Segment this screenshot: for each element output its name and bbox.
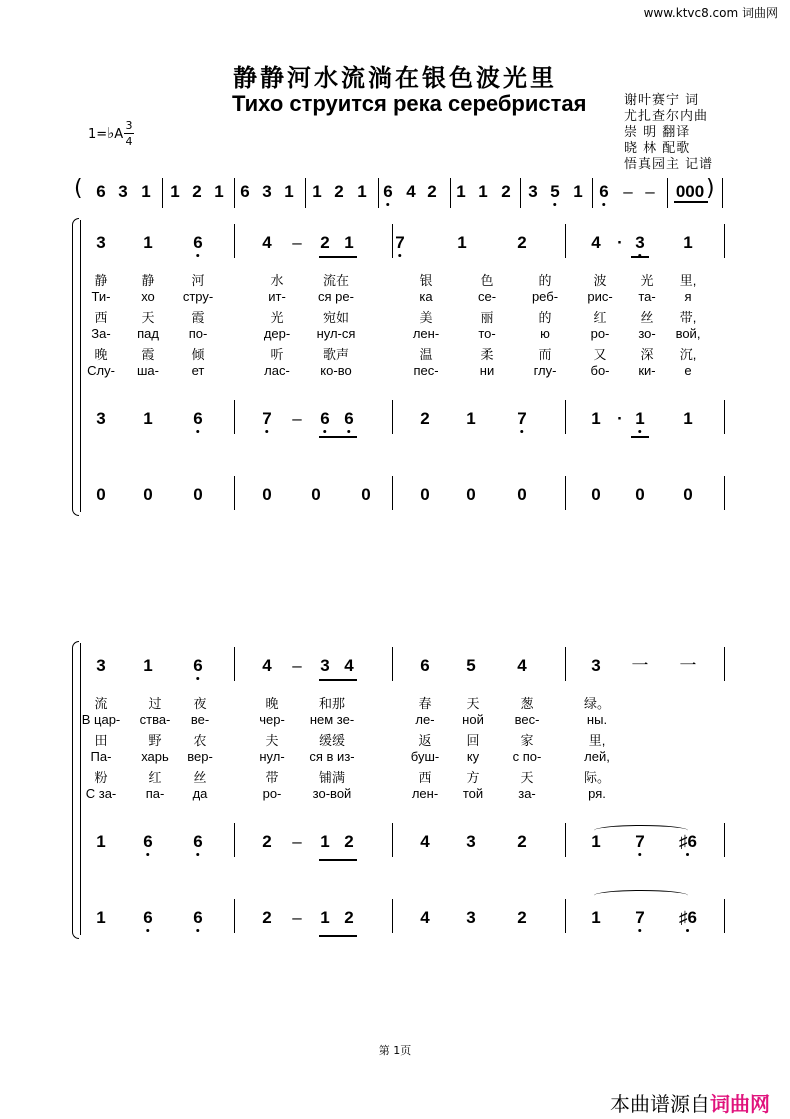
lyric-syllable: 的: [538, 273, 552, 288]
note: 7: [262, 409, 272, 428]
barline: [234, 823, 235, 857]
note: 1: [344, 233, 354, 252]
note: –: [292, 908, 302, 927]
note: 6: [193, 908, 203, 927]
note: 6: [383, 182, 393, 201]
lyric-syllable: ства-: [139, 711, 171, 727]
note: –: [292, 409, 302, 428]
barline: [392, 476, 393, 510]
system-bracket: [72, 641, 79, 939]
note: 2: [344, 908, 354, 927]
lyric-syllable: 又: [593, 347, 607, 362]
note: 3: [262, 182, 272, 201]
lyric-syllable: С за-: [85, 785, 117, 801]
barline: [724, 476, 725, 510]
lyric-syllable: ря.: [588, 785, 606, 801]
note: 1: [284, 182, 294, 201]
lyric-syllable: 而: [538, 347, 552, 362]
lyric-syllable: 银: [419, 273, 433, 288]
lyric-syllable: ны.: [586, 711, 608, 727]
lyric-syllable: ю: [540, 325, 550, 341]
lyric-syllable: то-: [478, 325, 496, 341]
lyric-syllable: 过: [148, 696, 162, 711]
note: 2: [262, 832, 272, 851]
lyric-syllable: дер-: [263, 325, 291, 341]
note: 6: [96, 182, 106, 201]
lyric-syllable: лен-: [411, 785, 439, 801]
note: 1: [143, 409, 153, 428]
lyric-syllable: 深: [640, 347, 654, 362]
barline: [80, 643, 81, 935]
note: 3: [635, 233, 645, 252]
beam-underline: [319, 436, 357, 438]
note: 6: [143, 832, 153, 851]
barline: [724, 224, 725, 258]
lyric-syllable: 带,: [679, 310, 697, 325]
barline: [305, 178, 306, 208]
note: 一: [679, 656, 697, 675]
lyric-syllable: ки-: [638, 362, 656, 378]
barline: [234, 899, 235, 933]
lyric-syllable: 里,: [679, 273, 697, 288]
note: 2: [517, 832, 527, 851]
lyric-syllable: 西: [94, 310, 108, 325]
lyric-syllable: 夜: [193, 696, 207, 711]
lyric-syllable: за-: [518, 785, 536, 801]
note: 0: [635, 485, 645, 504]
lyric-syllable: 际。: [583, 770, 611, 785]
note: 4: [344, 656, 354, 675]
note: 2: [427, 182, 437, 201]
lyric-syllable: 听: [270, 347, 284, 362]
tie-slur: [594, 825, 688, 836]
barline: [234, 224, 235, 258]
note: 2: [420, 409, 430, 428]
barline: [234, 400, 235, 434]
tie-slur: [594, 890, 688, 901]
lyric-syllable: 光: [640, 273, 654, 288]
lyric-syllable: 红: [593, 310, 607, 325]
lyric-syllable: ша-: [137, 362, 159, 378]
note: 5: [466, 656, 476, 675]
note: 6: [193, 233, 203, 252]
note: 1: [456, 182, 466, 201]
lyric-syllable: 美: [419, 310, 433, 325]
lyric-syllable: с по-: [512, 748, 542, 764]
lyric-syllable: 色: [480, 273, 494, 288]
barline: [392, 647, 393, 681]
note: 3: [96, 656, 106, 675]
note: ·: [617, 233, 623, 252]
note: 2: [192, 182, 202, 201]
note: 6: [143, 908, 153, 927]
note: 4: [591, 233, 601, 252]
title-chinese: 静静河水流淌在银色波光里: [233, 63, 557, 92]
open-paren: (: [74, 176, 83, 201]
note: 1: [591, 832, 601, 851]
lyric-syllable: бо-: [590, 362, 610, 378]
beam-underline: [319, 679, 357, 681]
barline: [565, 823, 566, 857]
lyric-syllable: 流在: [322, 273, 350, 288]
lyric-syllable: хо: [141, 288, 155, 304]
beam-underline: [319, 256, 357, 258]
lyric-syllable: лей,: [584, 748, 610, 764]
lyric-syllable: 缓缓: [318, 733, 346, 748]
barline: [162, 178, 163, 208]
note: 3: [466, 908, 476, 927]
note: 2: [344, 832, 354, 851]
note: 2: [334, 182, 344, 201]
lyric-syllable: 柔: [480, 347, 494, 362]
lyric-syllable: ся в из-: [309, 748, 355, 764]
note: 0: [193, 485, 203, 504]
lyric-syllable: харь: [141, 748, 169, 764]
source-brand[interactable]: 词曲网: [710, 1092, 770, 1116]
lyric-syllable: пес-: [413, 362, 439, 378]
note: 3: [591, 656, 601, 675]
lyric-syllable: 天: [141, 310, 155, 325]
lyric-syllable: 晚: [94, 347, 108, 362]
barline: [80, 220, 81, 512]
lyric-syllable: нем зе-: [309, 711, 355, 727]
beam-underline: [319, 935, 357, 937]
barline: [392, 400, 393, 434]
lyric-syllable: 霞: [141, 347, 155, 362]
note: 7: [635, 908, 645, 927]
note: 2: [262, 908, 272, 927]
barline: [392, 224, 393, 258]
lyric-syllable: 霞: [191, 310, 205, 325]
note: 1: [457, 233, 467, 252]
note: –: [292, 233, 302, 252]
lyric-syllable: 歌声: [322, 347, 350, 362]
time-denominator: 4: [125, 135, 133, 148]
beam-underline: [674, 201, 708, 203]
note: 6: [193, 409, 203, 428]
lyric-syllable: 粉: [94, 770, 108, 785]
lyric-syllable: 沉,: [679, 347, 697, 362]
note: –: [292, 832, 302, 851]
note: 1: [466, 409, 476, 428]
note: ♯6: [679, 832, 697, 851]
lyric-syllable: 红: [148, 770, 162, 785]
beam-underline: [631, 256, 649, 258]
barline: [565, 400, 566, 434]
lyric-syllable: 返: [418, 733, 432, 748]
lyric-syllable: вес-: [514, 711, 540, 727]
lyric-syllable: 水: [270, 273, 284, 288]
lyric-syllable: В цар-: [81, 711, 121, 727]
lyric-syllable: 温: [419, 347, 433, 362]
note: 1: [96, 832, 106, 851]
note: ·: [617, 409, 623, 428]
note: –: [623, 182, 633, 201]
lyric-syllable: по-: [188, 325, 208, 341]
lyric-syllable: 丽: [480, 310, 494, 325]
key-note: A: [114, 127, 124, 142]
lyric-syllable: 铺满: [318, 770, 346, 785]
lyric-syllable: 和那: [318, 696, 346, 711]
lyric-syllable: зо-вой: [312, 785, 352, 801]
barline: [234, 476, 235, 510]
note: 0: [262, 485, 272, 504]
barline: [378, 178, 379, 208]
note: 1: [357, 182, 367, 201]
note: 7: [517, 409, 527, 428]
lyric-syllable: 绿。: [583, 696, 611, 711]
lyric-syllable: 野: [148, 733, 162, 748]
title-russian: Тихо струится река серебристая: [232, 91, 587, 116]
lyric-syllable: 丝: [640, 310, 654, 325]
note: 1: [141, 182, 151, 201]
lyric-syllable: ве-: [190, 711, 210, 727]
barline: [565, 647, 566, 681]
source-credit: [610, 1088, 770, 1117]
lyric-syllable: ко-во: [320, 362, 352, 378]
flat-sign: ♭: [107, 124, 115, 142]
note: 000: [675, 182, 705, 201]
lyric-syllable: ся ре-: [318, 288, 354, 304]
lyric-syllable: ной: [462, 711, 484, 727]
note: 1: [312, 182, 322, 201]
note: 1: [320, 908, 330, 927]
source-prefix: 本曲谱源自: [610, 1092, 710, 1116]
note: 3: [466, 832, 476, 851]
lyric-syllable: пад: [137, 325, 159, 341]
lyric-syllable: 河: [191, 273, 205, 288]
key-signature: [88, 124, 123, 142]
note: 0: [591, 485, 601, 504]
barline: [234, 647, 235, 681]
barline: [450, 178, 451, 208]
note: 7: [395, 233, 405, 252]
time-signature: [124, 118, 134, 149]
barline: [565, 224, 566, 258]
lyric-syllable: ку: [466, 748, 480, 764]
lyric-syllable: Слу-: [87, 362, 115, 378]
note: 4: [262, 233, 272, 252]
lyric-syllable: 农: [193, 733, 207, 748]
barline: [724, 400, 725, 434]
note: 4: [517, 656, 527, 675]
note: 4: [420, 908, 430, 927]
lyric-syllable: 家: [520, 733, 534, 748]
note: 0: [96, 485, 106, 504]
credits: [624, 93, 713, 173]
lyric-syllable: 天: [466, 696, 480, 711]
lyric-syllable: та-: [638, 288, 656, 304]
note: 1: [170, 182, 180, 201]
close-paren: ): [706, 176, 715, 201]
lyric-syllable: 夫: [265, 733, 279, 748]
credit-transcriber: 悟真园主 记谱: [624, 157, 714, 172]
note: 0: [466, 485, 476, 504]
lyric-syllable: чер-: [259, 711, 285, 727]
lyric-syllable: стру-: [182, 288, 214, 304]
lyric-syllable: ет: [191, 362, 205, 378]
lyric-syllable: 丝: [193, 770, 207, 785]
beam-underline: [631, 436, 649, 438]
barline: [520, 178, 521, 208]
note: –: [645, 182, 655, 201]
barline: [592, 178, 593, 208]
note: 3: [528, 182, 538, 201]
note: 6: [599, 182, 609, 201]
note: 0: [420, 485, 430, 504]
lyric-syllable: 倾: [191, 347, 205, 362]
lyric-syllable: нул-ся: [316, 325, 356, 341]
lyric-syllable: буш-: [410, 748, 440, 764]
note: 6: [193, 832, 203, 851]
lyric-syllable: 方: [466, 770, 480, 785]
lyric-syllable: 的: [538, 310, 552, 325]
lyric-syllable: 天: [520, 770, 534, 785]
lyric-syllable: реб-: [531, 288, 559, 304]
lyric-syllable: ро-: [262, 785, 282, 801]
lyric-syllable: 葱: [520, 696, 534, 711]
barline: [722, 178, 723, 208]
key-prefix: 1=: [88, 127, 108, 142]
system-bracket: [72, 218, 79, 516]
lyric-syllable: е: [684, 362, 692, 378]
site-watermark[interactable]: www.ktvc8.com 词曲网: [643, 6, 778, 20]
lyric-syllable: 静: [141, 273, 155, 288]
credit-lyricist: 谢叶赛宁 词: [624, 93, 700, 108]
note: 1: [591, 409, 601, 428]
note: ♯6: [679, 908, 697, 927]
lyric-syllable: 西: [418, 770, 432, 785]
note: 1: [143, 656, 153, 675]
lyric-syllable: ле-: [415, 711, 435, 727]
note: 0: [517, 485, 527, 504]
note: 1: [683, 409, 693, 428]
note: 6: [320, 409, 330, 428]
lyric-syllable: ит-: [268, 288, 286, 304]
note: 3: [118, 182, 128, 201]
lyric-syllable: нул-: [259, 748, 285, 764]
barline: [565, 899, 566, 933]
note: 一: [631, 656, 649, 675]
note: 4: [420, 832, 430, 851]
beam-underline: [319, 859, 357, 861]
lyric-syllable: ро-: [590, 325, 610, 341]
note: 3: [96, 233, 106, 252]
lyric-syllable: се-: [477, 288, 497, 304]
note: 7: [635, 832, 645, 851]
page-number: 第 1页: [378, 1044, 412, 1057]
lyric-syllable: 流: [94, 696, 108, 711]
lyric-syllable: 光: [270, 310, 284, 325]
note: 2: [517, 908, 527, 927]
note: 1: [573, 182, 583, 201]
credit-arranger: 晓 林 配歌: [624, 141, 691, 156]
lyric-syllable: я: [684, 288, 692, 304]
lyric-syllable: 春: [418, 696, 432, 711]
credit-translator: 崇 明 翻译: [624, 125, 691, 140]
lyric-syllable: Па-: [90, 748, 112, 764]
barline: [724, 823, 725, 857]
note: 1: [143, 233, 153, 252]
barline: [724, 647, 725, 681]
barline: [392, 823, 393, 857]
lyric-syllable: па-: [145, 785, 165, 801]
time-numerator: 3: [125, 119, 133, 132]
note: 6: [193, 656, 203, 675]
lyric-syllable: Ти-: [91, 288, 111, 304]
lyric-syllable: вер-: [187, 748, 213, 764]
note: 2: [501, 182, 511, 201]
note: 1: [591, 908, 601, 927]
note: 4: [406, 182, 416, 201]
note: 4: [262, 656, 272, 675]
note: 1: [96, 908, 106, 927]
lyric-syllable: 带: [265, 770, 279, 785]
lyric-syllable: 晚: [265, 696, 279, 711]
barline: [234, 178, 235, 208]
note: 1: [320, 832, 330, 851]
lyric-syllable: лен-: [412, 325, 440, 341]
note: –: [292, 656, 302, 675]
note: 6: [420, 656, 430, 675]
lyric-syllable: 回: [466, 733, 480, 748]
note: 0: [361, 485, 371, 504]
note: 0: [683, 485, 693, 504]
lyric-syllable: зо-: [638, 325, 656, 341]
barline: [565, 476, 566, 510]
lyric-syllable: ни: [479, 362, 495, 378]
barline: [724, 899, 725, 933]
lyric-syllable: вой,: [675, 325, 701, 341]
lyric-syllable: ка: [419, 288, 433, 304]
note: 1: [478, 182, 488, 201]
lyric-syllable: 里,: [588, 733, 606, 748]
note: 5: [550, 182, 560, 201]
lyric-syllable: За-: [91, 325, 111, 341]
note: 3: [320, 656, 330, 675]
note: 1: [635, 409, 645, 428]
lyric-syllable: 波: [593, 273, 607, 288]
credit-composer: 尤扎查尔内曲: [624, 109, 709, 124]
lyric-syllable: глу-: [533, 362, 557, 378]
barline: [392, 899, 393, 933]
note: 6: [240, 182, 250, 201]
lyric-syllable: 静: [94, 273, 108, 288]
note: 0: [311, 485, 321, 504]
lyric-syllable: лас-: [264, 362, 290, 378]
lyric-syllable: 田: [94, 733, 108, 748]
note: 2: [517, 233, 527, 252]
note: 1: [214, 182, 224, 201]
note: 0: [143, 485, 153, 504]
note: 2: [320, 233, 330, 252]
note: 3: [96, 409, 106, 428]
note: 1: [683, 233, 693, 252]
lyric-syllable: рис-: [587, 288, 613, 304]
note: 6: [344, 409, 354, 428]
barline: [667, 178, 668, 208]
lyric-syllable: да: [192, 785, 208, 801]
lyric-syllable: той: [462, 785, 484, 801]
lyric-syllable: 宛如: [322, 310, 350, 325]
